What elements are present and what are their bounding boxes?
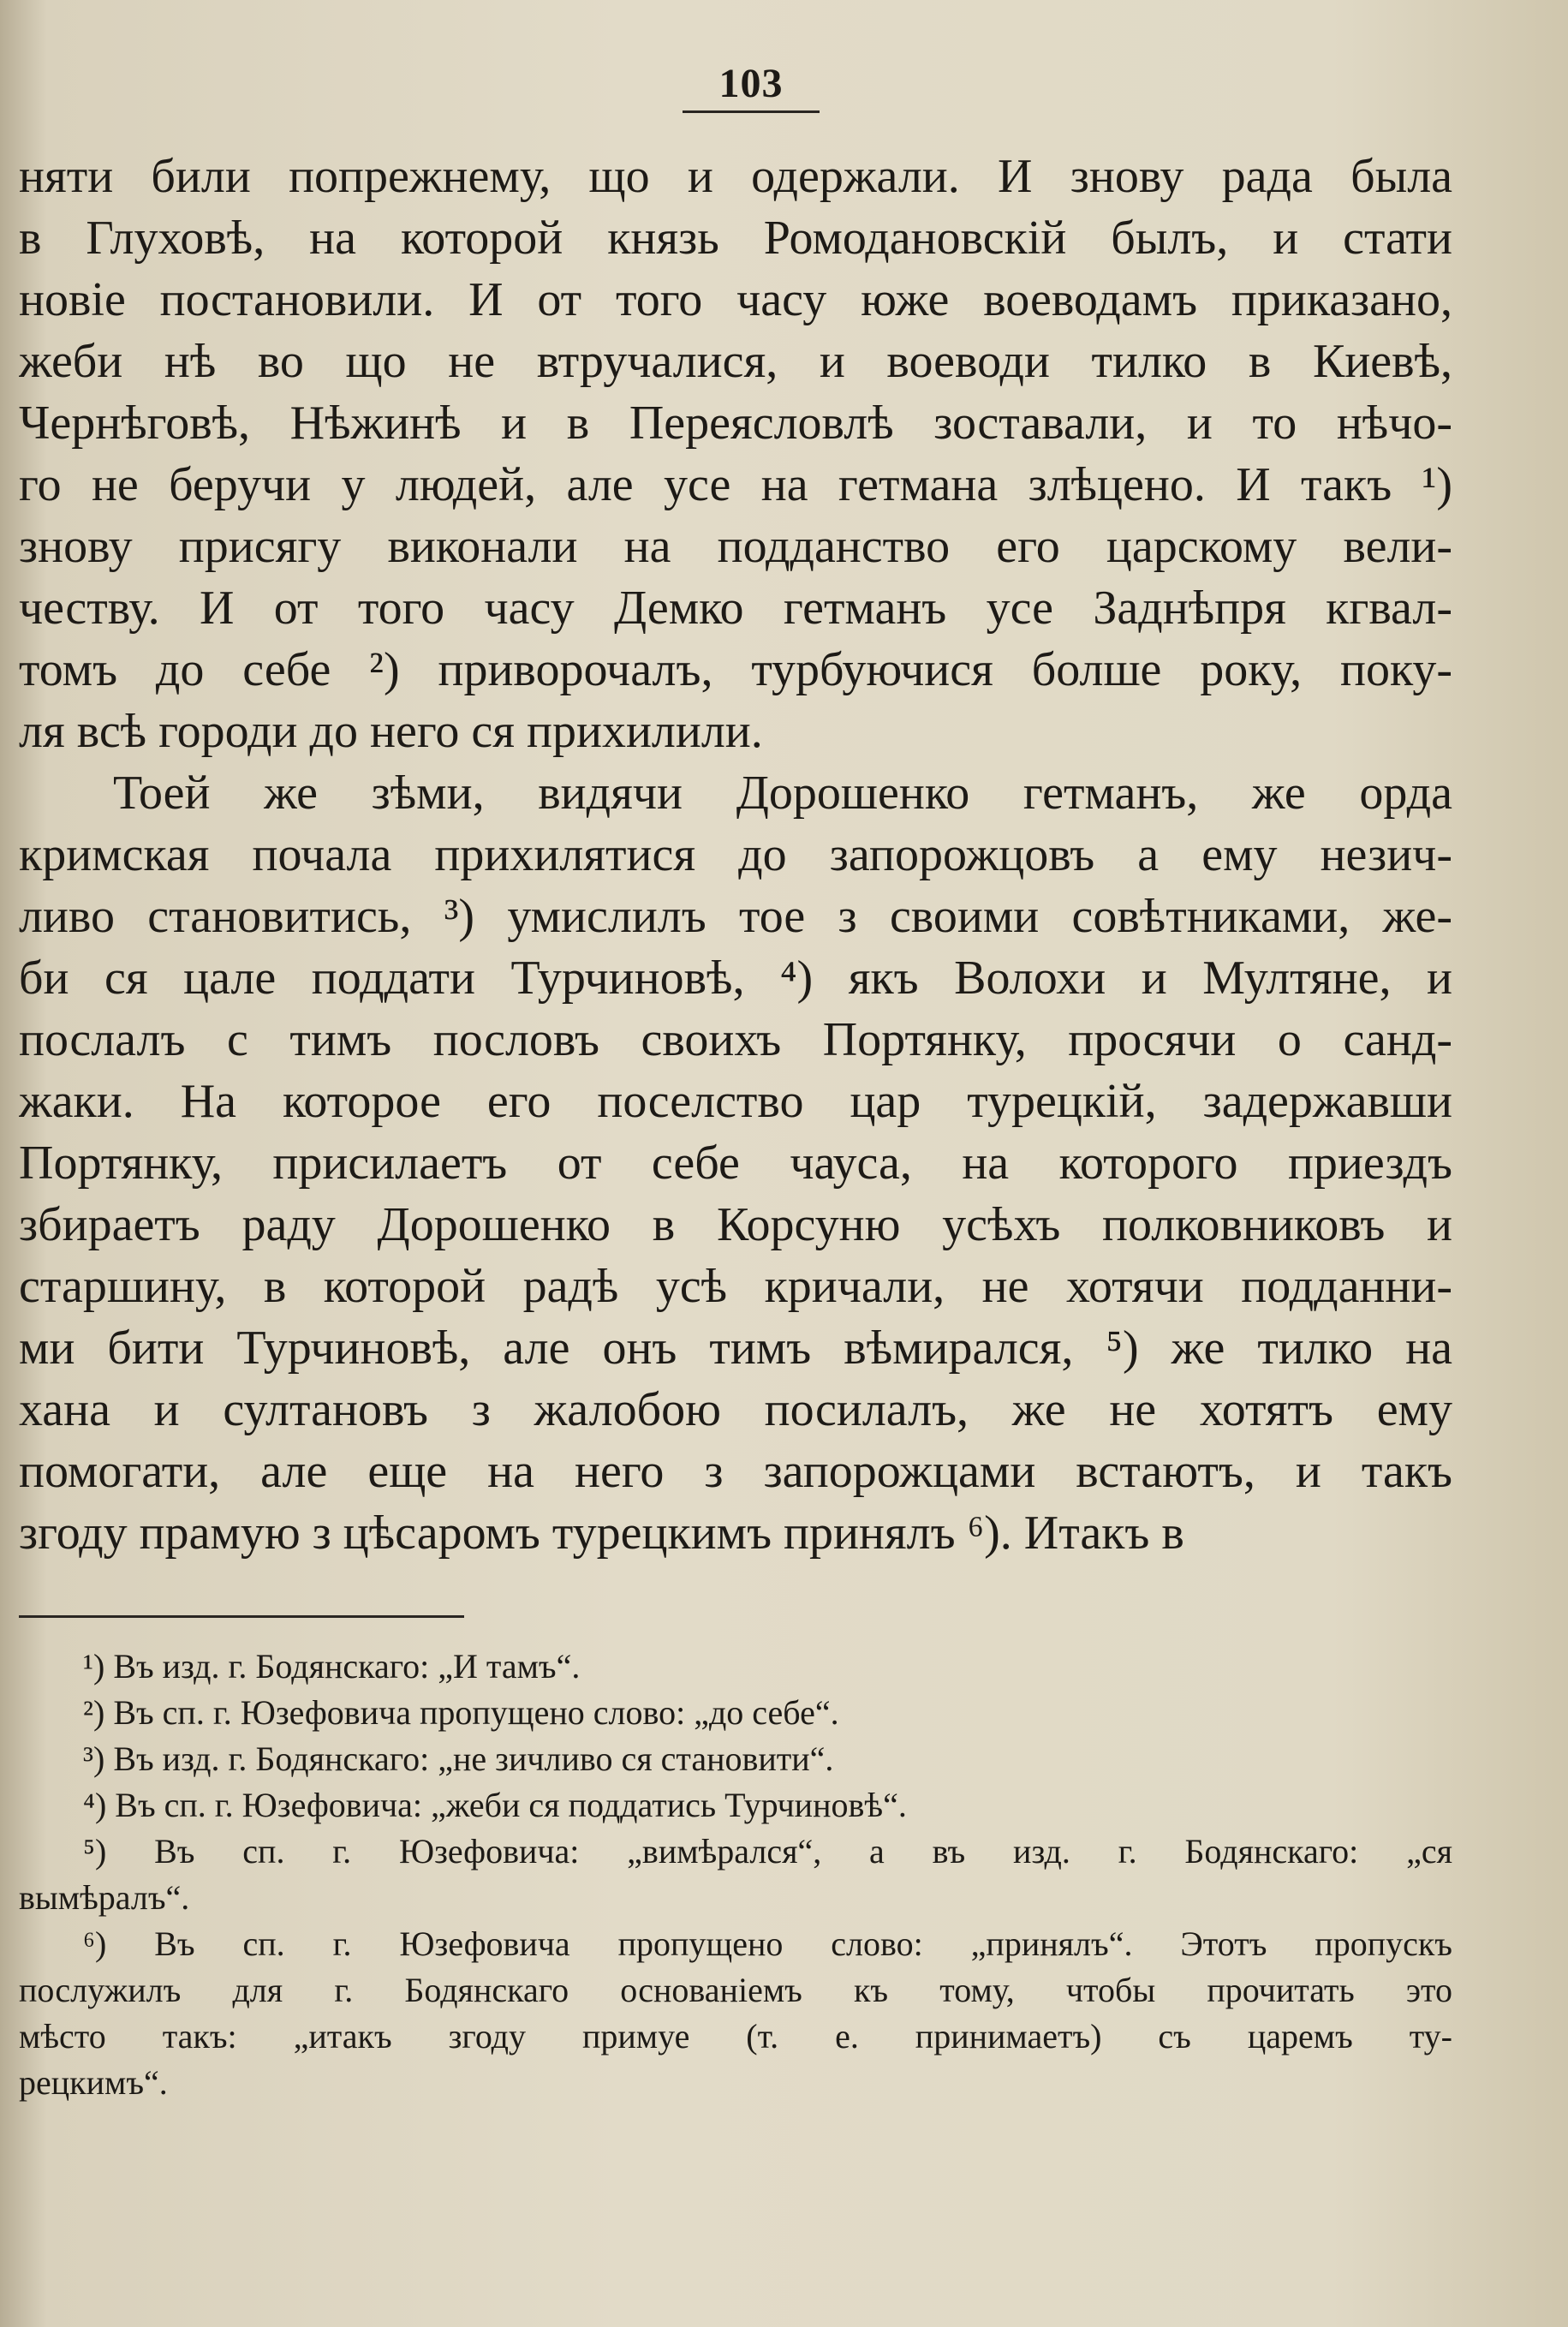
text-line: томъ до себе ²) приворочалъ, турбуючися болше року, поку-	[19, 643, 1452, 696]
main-text	[19, 146, 1452, 1564]
text-line: новіе постановили. И от того часу юже воеводамъ приказано,	[19, 273, 1452, 326]
text-line: хана и султановъ з жалобою посилалъ, же не хотятъ ему	[19, 1383, 1452, 1436]
text-line: би ся цале поддати Турчиновѣ, ⁴) якъ Волохи и Мултяне, и	[19, 952, 1452, 1005]
text-line: ми бити Турчиновѣ, але онъ тимъ вѣмирался, ⁵) же тилко на	[19, 1322, 1452, 1375]
text-line: послалъ с тимъ пословъ своихъ Портянку, просячи о санд-	[19, 1013, 1452, 1066]
text-line: Портянку, присилаетъ от себе чауса, на которого приездъ	[19, 1137, 1452, 1190]
text-line: жаки. На которое его поселство цар турецкій, задержавши	[19, 1075, 1452, 1128]
footnote-line: ⁵) Въ сп. г. Юзефовича: „вимѣрался“, а въ изд. г. Бодянскаго: „ся	[83, 1832, 1452, 1871]
text-line: старшину, в которой радѣ усѣ кричали, не хотячи подданни-	[19, 1260, 1452, 1313]
footnote-line: ⁶) Въ сп. г. Юзефовича пропущено слово: „принялъ“. Этотъ пропускъ	[83, 1924, 1452, 1963]
footnote-line: ²) Въ сп. г. Юзефовича пропущено слово: „до себе“.	[83, 1693, 839, 1732]
text-line: ливо становитись, ³) умислилъ тое з своими совѣтниками, же-	[19, 890, 1452, 943]
text-line: згоду прамую з цѣсаромъ турецкимъ принялъ ⁶). Итакъ в	[19, 1507, 1184, 1560]
text-line: Чернѣговѣ, Нѣжинѣ и в Переясловлѣ зоставали, и то нѣчо-	[19, 397, 1452, 450]
text-line: го не беручи у людей, але усе на гетмана злѣцено. И такъ ¹)	[19, 458, 1452, 511]
text-line: збираетъ раду Дорошенко в Корсуню усѣхъ полковниковъ и	[19, 1198, 1452, 1251]
footnote-line: ⁴) Въ сп. г. Юзефовича: „жеби ся поддатись Турчиновѣ“.	[83, 1786, 907, 1824]
text-line: жеби нѣ во що не втручалися, и воеводи тилко в Киевѣ,	[19, 335, 1452, 388]
text-line: Тоей же зѣми, видячи Дорошенко гетманъ, же орда	[113, 767, 1452, 820]
text-line: няти били попрежнему, що и одержали. И знову рада была	[19, 150, 1452, 203]
text-line: знову присягу виконали на подданство его царскому вели-	[19, 520, 1452, 573]
page-number: 103	[683, 60, 820, 113]
footnote-line: мѣсто такъ: „итакъ згоду примуе (т. е. принимаетъ) съ царемъ ту-	[19, 2017, 1452, 2056]
footnote-line: ¹) Въ изд. г. Бодянскаго: „И тамъ“.	[83, 1647, 581, 1686]
footnote-line: послужилъ для г. Бодянскаго основаніемъ къ тому, чтобы прочитать это	[19, 1971, 1452, 2009]
footnote-line: вымѣралъ“.	[19, 1878, 190, 1917]
footnote-divider	[19, 1615, 464, 1618]
text-line: ля всѣ городи до него ся прихилили.	[19, 705, 763, 758]
footnotes	[19, 1644, 1452, 2106]
text-line: кримская почала прихилятися до запорожцовъ а ему незич-	[19, 828, 1452, 881]
text-line: честву. И от того часу Демко гетманъ усе Заднѣпря кгвал-	[19, 582, 1452, 635]
footnote-line: рецкимъ“.	[19, 2063, 168, 2102]
text-line: в Глуховѣ, на которой князь Ромодановскій былъ, и стати	[19, 212, 1452, 265]
text-line: помогати, але еще на него з запорожцами встаютъ, и такъ	[19, 1445, 1452, 1498]
footnote-line: ³) Въ изд. г. Бодянскаго: „не зичливо ся становити“.	[83, 1739, 834, 1778]
